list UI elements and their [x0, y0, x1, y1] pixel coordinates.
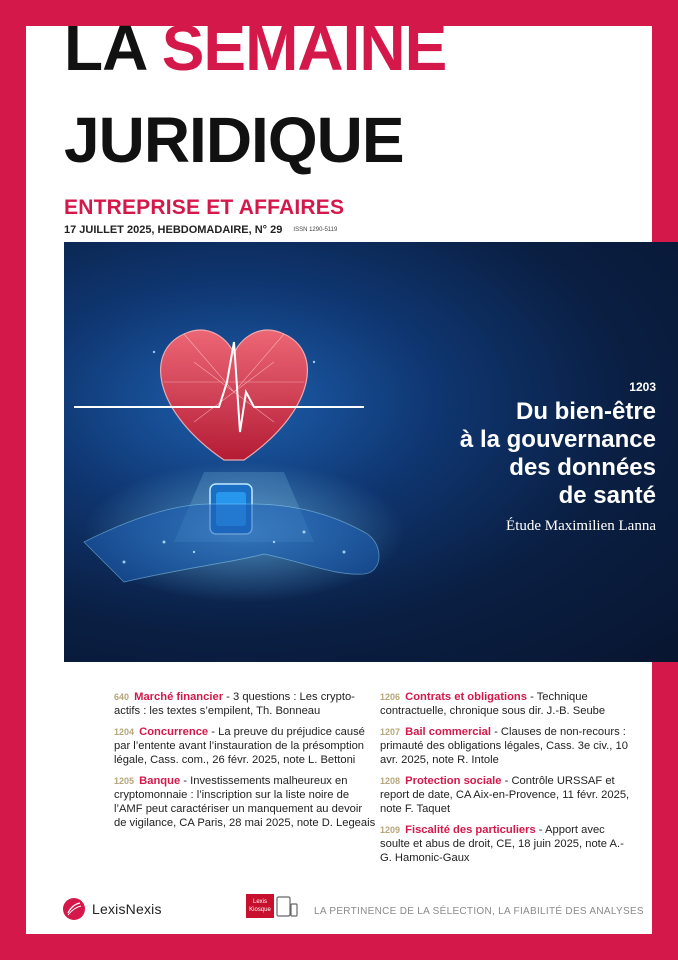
contents-entry[interactable]: [114, 774, 376, 830]
devices-icon: [276, 894, 298, 918]
contents-entry[interactable]: [114, 690, 376, 718]
entry-topic: Bail commercial: [405, 726, 491, 738]
feature-title-line: Du bien-être: [515, 398, 656, 425]
entry-number: 1209: [380, 825, 401, 835]
entry-text: - Technique contractuelle, chronique sous dir. J.-B. Seube: [380, 691, 606, 717]
feature-number: 1203: [629, 380, 656, 394]
entry-text: - Investissements malheureux en cryptomonnaie : l’inscription sur la liste noire de l’AMF peut caractériser un manquement au devoir de vigilance, CA Paris, 28 mai 2025, note D. Legeais: [114, 775, 376, 829]
entry-text: - Clauses de non-recours : primauté des obligations légales, Cass. 3e civ., 10 avr. 2025, note R. Intole: [380, 726, 628, 766]
issue-date: 17 JUILLET 2025, HEBDOMADAIRE, N° 29: [64, 224, 283, 236]
masthead-line-2: [64, 104, 404, 176]
entry-number: 1204: [114, 727, 135, 737]
entry-topic: Contrats et obligations: [405, 691, 527, 703]
contents-entry[interactable]: [380, 823, 630, 865]
masthead-word-juridique: JURIDIQUE: [64, 104, 404, 176]
feature-title: [460, 398, 656, 510]
contents-entry[interactable]: [114, 725, 376, 767]
feature-title-line: à la gouvernance: [459, 426, 656, 453]
entry-text: - Contrôle URSSAF et report de date, CA Aix-en-Provence, 11 févr. 2025, note F. Taquet: [380, 775, 630, 815]
entry-number: 640: [114, 692, 130, 702]
feature-article[interactable]: [460, 380, 656, 535]
issue-line: [64, 224, 337, 236]
edition-subtitle: ENTREPRISE ET AFFAIRES: [64, 196, 345, 219]
contents-right-column: [380, 690, 630, 872]
contents-entry[interactable]: [380, 774, 630, 816]
issn: ISSN 1290-5119: [293, 227, 338, 233]
masthead-word-la: LA: [64, 12, 145, 84]
entry-number: 1207: [380, 727, 401, 737]
publisher-name: LexisNexis: [92, 901, 162, 917]
entry-number: 1208: [380, 776, 401, 786]
contents-left-column: [114, 690, 376, 837]
feature-title-line: des données: [509, 454, 656, 481]
entry-topic: Fiscalité des particuliers: [405, 824, 536, 836]
feature-title-line: de santé: [558, 482, 656, 509]
entry-text: - 3 questions : Les crypto-actifs : les textes s’empilent, Th. Bonneau: [114, 691, 355, 717]
kiosque-line-2: Kiosque: [249, 907, 271, 913]
entry-topic: Protection sociale: [405, 775, 502, 787]
feature-author: Étude Maximilien Lanna: [506, 518, 656, 534]
entry-topic: Concurrence: [139, 726, 209, 738]
contents-entry[interactable]: [380, 725, 630, 767]
entry-text: - La preuve du préjudice causé par l’entente avant l’instauration de la présomption légale, Cass. com., 26 févr. 2025, note L. Bettoni: [114, 726, 365, 766]
kiosque-line-1: Lexis: [252, 899, 267, 905]
masthead-line-1: [64, 12, 447, 84]
publisher-logo[interactable]: [62, 896, 162, 922]
lexis-kiosque-logo[interactable]: [246, 894, 298, 918]
entry-number: 1206: [380, 692, 401, 702]
hero-image: [64, 242, 678, 662]
masthead-word-semaine: SEMAINE: [161, 12, 447, 84]
entry-number: 1205: [114, 776, 135, 786]
kiosque-badge: [246, 894, 274, 918]
entry-text: - Apport avec soulte et abus de droit, CE, 18 juin 2025, note A.-G. Hamonic-Gaux: [380, 824, 624, 864]
lexisnexis-emblem-icon: [62, 897, 86, 921]
contents-entry[interactable]: [380, 690, 630, 718]
entry-topic: Banque: [139, 775, 181, 787]
entry-topic: Marché financier: [134, 691, 224, 703]
tagline: LA PERTINENCE DE LA SÉLECTION, LA FIABILITÉ DES ANALYSES: [314, 906, 644, 917]
